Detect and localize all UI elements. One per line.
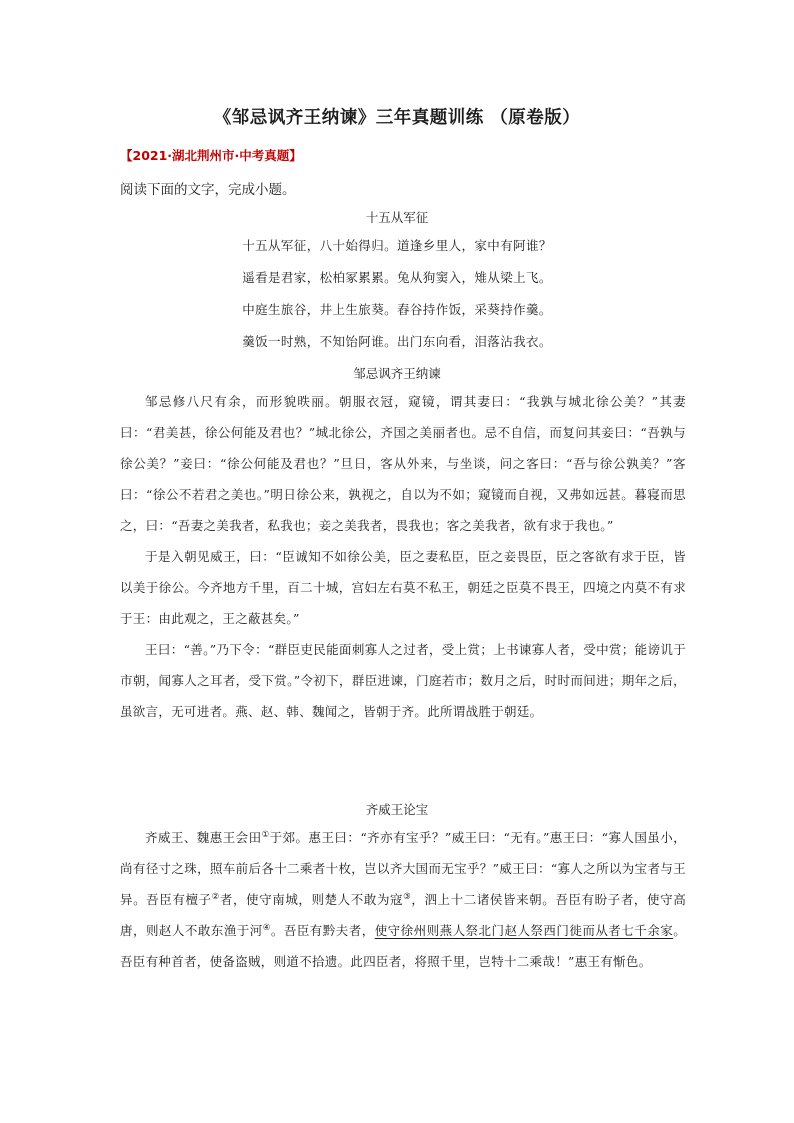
essay1-body	[120, 386, 686, 727]
essay2-text: ，泗上十二诸侯皆来朝。吾臣有盼子者，使守高唐，则赵人不敢东渔于河	[120, 892, 686, 938]
footnote-marker: ②	[211, 891, 220, 902]
essay1-title: 邹忌讽齐王纳谏	[353, 366, 441, 381]
essay1-paragraph: 邹忌修八尺有余，而形貌昳丽。朝服衣冠，窥镜，谓其妻曰：“我孰与城北徐公美？”其妻曰：“君美甚，徐公何能及君也？”城北徐公，齐国之美丽者也。忌不自信，而复问其妾曰：“吾孰与徐公美？”妾曰：“徐公何能及君也？”旦日，客从外来，与坐谈，问之客曰：“吾与徐公孰美？”客曰：“徐公不若君之美也。”明日徐公来，孰视之，自以为不如；窥镜而自视，又弗如远甚。暮寝而思之，曰：“吾妻之美我者，私我也；妾之美我者，畏我也；客之美我者，欲有求于我也。”	[120, 394, 686, 533]
poem-line: 羹饭一时熟，不知饴阿谁。出门东向看，泪落沾我衣。	[242, 334, 552, 349]
essay2-title: 齐威王论宝	[365, 802, 429, 817]
underlined-sentence: 使守徐州则燕人祭北门赵人祭西门徙而从者七千余家	[374, 923, 674, 938]
footnote-marker: ③	[403, 891, 412, 902]
essay2-text: 。吾臣有种首者，使备盗贼，则道不拾遗。此四臣者，将照千里，岂特十二乘哉！”惠王有惭色。	[120, 923, 687, 969]
essay2-text: 于郊。惠王曰：“齐亦有宝乎？”威王曰：“无有。”惠王曰：“寡人国虽小，尚有径寸之珠，照车前后各十二乘者十枚，岂以齐大国而无宝乎？”威王曰：“寡人之所以为宝者与王异。吾臣有檀子	[120, 830, 687, 907]
poem-line: 遥看是君家，松柏冢累累。兔从狗窦入，雉从梁上飞。	[242, 270, 552, 285]
poem-line: 中庭生旅谷，井上生旅葵。舂谷持作饭，采葵持作羹。	[242, 302, 552, 317]
essay2-text: 齐威王、魏惠王会田	[145, 830, 262, 845]
page-title: 《邹忌讽齐王纳谏》三年真题训练 （原卷版）	[213, 108, 581, 128]
essay2-text: 。吾臣有黔夫者，	[270, 923, 375, 938]
footnote-marker: ①	[261, 829, 270, 840]
footnote-marker: ④	[262, 922, 271, 933]
poem-body	[0, 230, 794, 358]
essay2-body	[120, 822, 686, 977]
essay1-paragraph: 于是入朝见威王，曰：“臣诚知不如徐公美，臣之妻私臣，臣之妾畏臣，臣之客欲有求于臣，皆以美于徐公。今齐地方千里，百二十城，宫妇左右莫不私王，朝廷之臣莫不畏王，四境之内莫不有求于王：由此观之，王之蔽甚矣。”	[120, 549, 686, 626]
source-tag: 【2021·湖北荆州市·中考真题】	[120, 148, 302, 163]
instruction-text: 阅读下面的文字，完成小题。	[120, 182, 296, 198]
poem-line: 十五从军征，八十始得归。道逢乡里人，家中有阿谁？	[242, 238, 552, 253]
essay1-paragraph: 王曰：“善。”乃下令：“群臣吏民能面刺寡人之过者，受上赏；上书谏寡人者，受中赏；能谤讥于市朝，闻寡人之耳者，受下赏。”令初下，群臣进谏，门庭若市；数月之后，时时而间进；期年之后，虽欲言，无可进者。燕、赵、韩、魏闻之，皆朝于齐。此所谓战胜于朝廷。	[120, 642, 686, 719]
essay2-text: 者，使守南城，则楚人不敢为寇	[219, 892, 404, 907]
essay2-paragraph	[120, 822, 686, 977]
poem-title: 十五从军征	[365, 210, 429, 225]
